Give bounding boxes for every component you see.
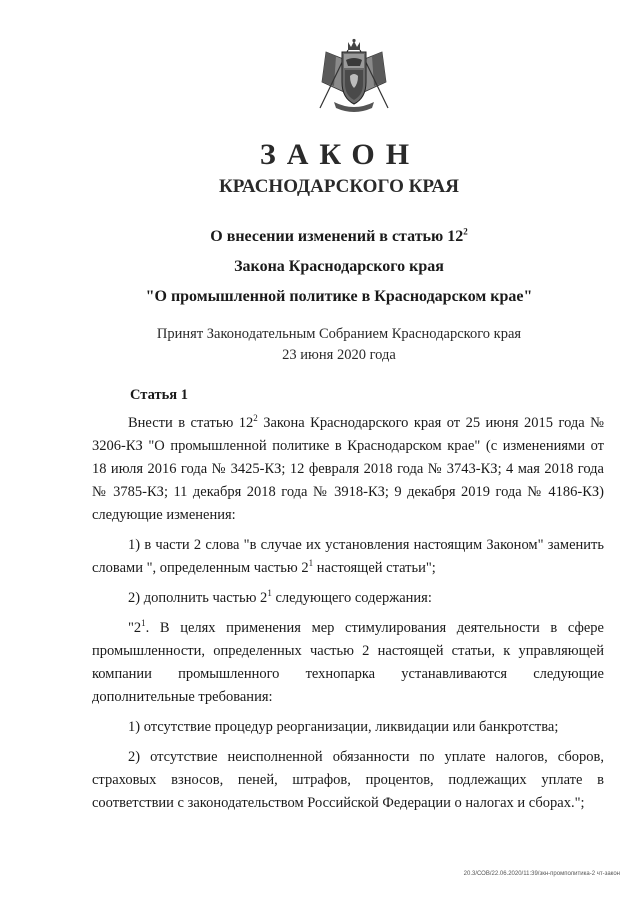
p1-text-a: Внести в статью 12	[128, 415, 254, 431]
subject-line-2: Закона Краснодарского края	[234, 258, 444, 275]
paragraph-item-1	[92, 534, 604, 580]
law-title: ЗАКОН	[259, 138, 421, 171]
paragraph-item-2	[92, 587, 604, 610]
p3-text-b: следующего содержания:	[271, 590, 432, 606]
article-heading: Статья 1	[130, 387, 188, 403]
adoption-date: 23 июня 2020 года	[282, 347, 396, 363]
p1-sup: 2	[253, 413, 258, 424]
paragraph-new-part	[92, 617, 604, 709]
p4-text-b: . В целях применения мер стимулирования деятельности в сфере промышленности, определенных частью 2 настоящей статьи, к управляющей компании промышленного технопарка устанавливаются следующие дополнительные требования:	[92, 620, 604, 705]
p3-sup: 1	[267, 588, 272, 599]
article-body	[92, 412, 604, 815]
paragraph-requirement-1: 1) отсутствие процедур реорганизации, ликвидации или банкротства;	[128, 719, 559, 735]
footer-document-code: 20.3/СОВ/22.06.2020/11:39/зкн-промполитика-2 чт-закон	[463, 871, 620, 877]
p2-text-b: настоящей статьи";	[313, 560, 436, 576]
p2-sup: 1	[308, 558, 314, 569]
p1-text-b: Закона Краснодарского края от 25 июня 2015 года № 3206-КЗ "О промышленной политике в Краснодарском крае" (с изменениями от 18 июля 2016 года № 3425-КЗ; 12 февраля 2018 года № 3743-КЗ; 4 мая 2018 года № 3785-КЗ; 11 декабря 2018 года № 3918-КЗ; 9 декабря 2019 года № 4186-КЗ) следующие изменения:	[92, 415, 604, 523]
p2-text-a: 1) в части 2 слова "в случае их установления настоящим Законом" заменить словами ", определенным частью 2	[92, 537, 604, 576]
subject-line-1	[0, 228, 640, 246]
paragraph-intro	[92, 412, 604, 527]
p4-text-a: "2	[128, 620, 142, 636]
coat-of-arms-icon	[316, 38, 392, 116]
subject-line-1-text: О внесении изменений в статью 12	[210, 228, 464, 245]
p3-text-a: 2) дополнить частью 2	[128, 590, 268, 606]
subject-line-3: "О промышленной политике в Краснодарском крае"	[145, 288, 533, 305]
subject-line-1-sup: 2	[463, 226, 468, 237]
region-title: КРАСНОДАРСКОГО КРАЯ	[218, 176, 460, 197]
adoption-line-1: Принят Законодательным Собранием Краснодарского края	[156, 326, 522, 342]
paragraph-requirement-2: 2) отсутствие неисполненной обязанности по уплате налогов, сборов, страховых взносов, пеней, штрафов, процентов, подлежащих уплате в соответствии с законодательством Российской Федерации о налогах и сборах.";	[92, 749, 604, 811]
p4-sup: 1	[141, 618, 146, 629]
